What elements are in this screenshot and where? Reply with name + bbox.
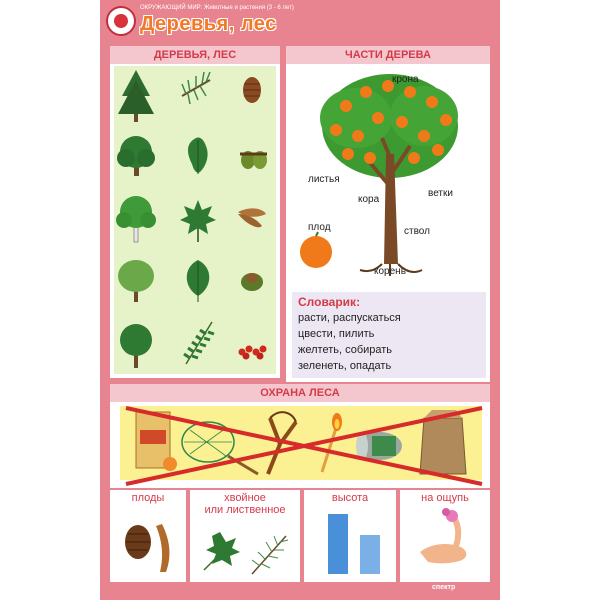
birch-tree-icon	[116, 196, 156, 242]
height-box	[304, 490, 396, 582]
branches-label: ветки	[428, 188, 453, 199]
hand-icon	[420, 508, 466, 563]
root-label: корень	[374, 266, 406, 277]
oak-leaf-icon	[188, 137, 208, 174]
tin-can-icon	[356, 432, 402, 460]
conifer-box	[190, 490, 300, 582]
conifer-label-line2: или лиственное	[204, 504, 286, 516]
ladybug-logo-icon	[106, 6, 136, 36]
acorns-icon	[240, 151, 267, 169]
dictionary-title: Словарик:	[298, 295, 361, 309]
height-chart	[304, 490, 396, 582]
pine-branch-icon	[182, 72, 210, 104]
maple-leaf-icon	[180, 200, 216, 242]
dictionary-line: расти, распускаться	[298, 312, 401, 324]
leaf-needle-illustration	[190, 490, 300, 582]
trees-panel-title: ДЕРЕВЬЯ, ЛЕС	[110, 46, 280, 64]
bark-label: кора	[358, 194, 380, 205]
maple-seeds-icon	[238, 208, 266, 227]
cone-acorn-illustration	[110, 490, 186, 582]
trees-panel	[110, 46, 280, 378]
forest-protection-title: ОХРАНА ЛЕСА	[110, 384, 490, 402]
spruce-tree-icon	[118, 70, 154, 122]
conifer-label-line1: хвойное	[224, 492, 266, 504]
crown-label: крона	[392, 74, 419, 85]
tree-parts-panel	[286, 46, 490, 382]
hazelnut-icon	[241, 273, 263, 291]
trunk-label: ствол	[404, 226, 430, 237]
forest-protection-panel	[110, 384, 490, 488]
height-bar	[360, 535, 380, 574]
orange-fruit-icon	[300, 236, 332, 268]
maple-twig-icon	[204, 532, 240, 570]
dictionary-line: зеленеть, опадать	[298, 360, 392, 372]
tree-parts-title: ЧАСТИ ДЕРЕВА	[286, 46, 490, 64]
juice-box-icon	[136, 412, 177, 471]
height-label: высота	[331, 492, 369, 504]
dictionary-box	[292, 292, 486, 378]
fruit-label: плод	[308, 222, 331, 233]
trees-illustrations	[110, 46, 280, 378]
dictionary-line: цвести, пилить	[298, 328, 375, 340]
header	[100, 0, 500, 44]
dictionary-line: желтеть, собирать	[298, 344, 393, 356]
pod-icon	[156, 524, 169, 572]
linden-leaf-icon	[187, 260, 210, 302]
touch-box	[400, 490, 490, 582]
fruits-label: плоды	[131, 492, 165, 504]
leaves-label: листья	[308, 174, 340, 185]
aspen-tree-icon	[120, 324, 152, 368]
publisher-logo: спектр	[432, 584, 456, 591]
hand-illustration	[400, 490, 490, 582]
litter-illustrations	[110, 384, 490, 488]
poster	[100, 0, 500, 600]
rowan-branch-icon	[184, 322, 214, 364]
pine-cone-icon	[243, 77, 261, 103]
rowan-berries-icon	[239, 346, 267, 360]
touch-label: на ощупь	[421, 492, 469, 504]
pine-twig-icon	[252, 536, 288, 574]
oak-tree-icon	[117, 136, 155, 176]
height-bar	[328, 514, 348, 574]
poster-subtitle: ОКРУЖАЮЩИЙ МИР: Животные и растения (3 - 6 лет)	[140, 5, 294, 11]
willow-tree-icon	[118, 260, 154, 302]
poster-title: Деревья, лес	[140, 13, 277, 35]
orange-tree-illustration	[286, 46, 490, 292]
fruits-box	[110, 490, 186, 582]
